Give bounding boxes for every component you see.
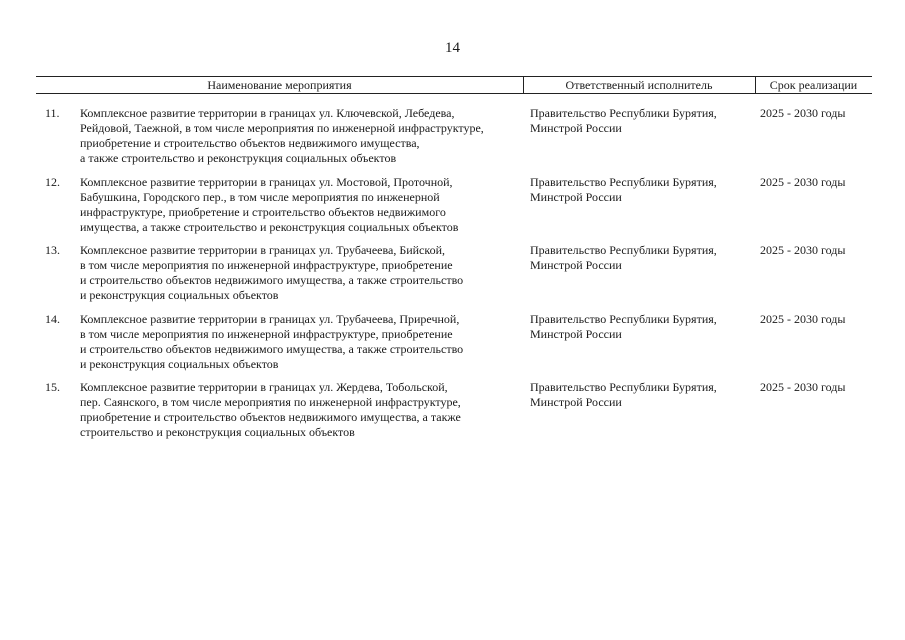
row-executor: Правительство Республики Бурятия, Минстрой России [530,174,717,204]
row-term: 2025 - 2030 годы [760,243,846,257]
row-name: Комплексное развитие территории в границах ул. Жердева, Тобольской, пер. Саянского, в том числе мероприятия по инженерной инфраструктуре, приобретение и строительство объектов недвижимого имущества, а также строительство и реконструкция социальных объектов [80,380,461,439]
table-body [36,106,872,449]
row-executor: Правительство Республики Бурятия, Минстрой России [530,380,717,409]
row-name: Комплексное развитие территории в границах ул. Трубачеева, Приречной, в том числе мероприятия по инженерной инфраструктуре, приобретение и строительство объектов недвижимого имущества, а также строительство и реконструкция социальных объектов [80,311,464,371]
page-number: 14 [445,40,460,56]
row-number: 12. [45,174,60,189]
measures-table [36,76,872,439]
table-row [36,380,872,449]
row-name: Комплексное развитие территории в границах ул. Мостовой, Проточной, Бабушкина, Городского пер., в том числе мероприятия по инженерной инфраструктуре, приобретение и строительство объектов недвижимого имущества, а также строительство и реконструкция социальных объектов [80,174,459,234]
row-number: 13. [45,243,60,257]
row-number: 11. [45,106,60,120]
row-name: Комплексное развитие территории в границах ул. Ключевской, Лебедева, Рейдовой, Таежной, в том числе мероприятия по инженерной инфраструктуре, приобретение и строительство объектов недвижимого имущества, а также строительство и реконструкция социальных объектов [80,106,484,165]
table-header [36,76,872,94]
row-executor: Правительство Республики Бурятия, Минстрой России [530,243,717,272]
row-executor: Правительство Республики Бурятия, Минстрой России [530,311,717,341]
row-name: Комплексное развитие территории в границах ул. Трубачеева, Бийской, в том числе мероприятия по инженерной инфраструктуре, приобретение и строительство объектов недвижимого имущества, а также строительство и реконструкция социальных объектов [80,243,464,302]
table-row [36,106,872,175]
table-row [36,175,872,244]
row-term: 2025 - 2030 годы [760,106,846,120]
table-row [36,243,872,312]
row-executor: Правительство Республики Бурятия, Минстрой России [530,106,717,135]
header-term: Срок реализации [769,78,858,92]
table-row [36,312,872,381]
row-number: 15. [45,380,60,394]
header-executor: Ответственный исполнитель [523,77,756,93]
header-name: Наименование мероприятия [36,77,524,93]
row-number: 14. [45,311,60,326]
row-term: 2025 - 2030 годы [760,174,846,189]
row-term: 2025 - 2030 годы [760,380,846,394]
row-term: 2025 - 2030 годы [760,311,846,326]
